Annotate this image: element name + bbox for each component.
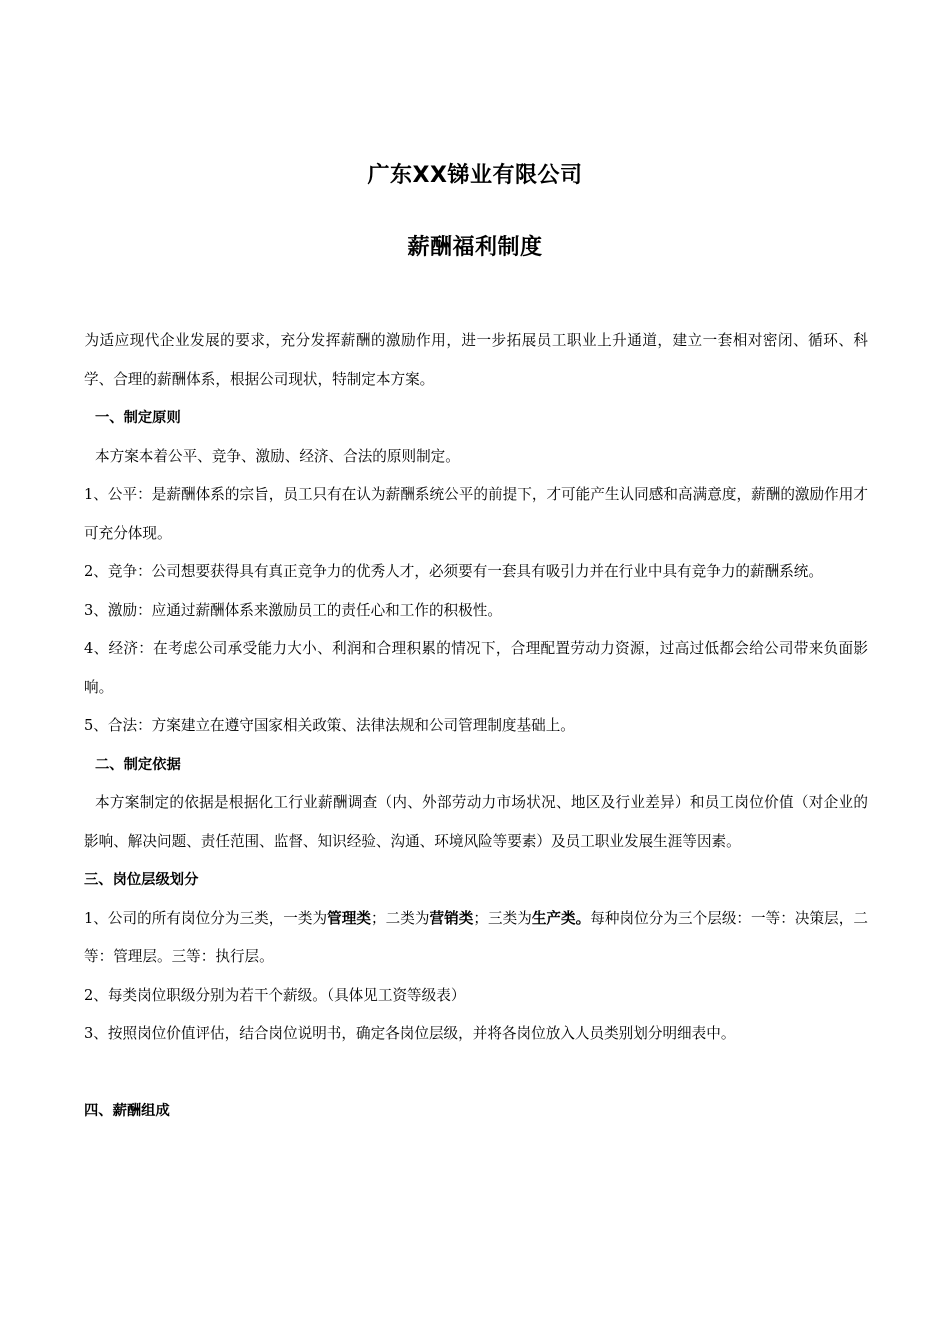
management-category: 管理类 — [327, 909, 372, 927]
section-2-heading: 二、制定依据 — [95, 756, 181, 773]
principle-item-4: 4、经济：在考虑公司承受能力大小、利润和合理积累的情况下，合理配置劳动力资源，过高过低都会给公司带来负面影响。 — [84, 640, 868, 696]
document-title: 薪酬福利制度 — [407, 235, 543, 260]
sales-category: 营销类 — [429, 909, 474, 927]
level-item-1-d: ；三类为 — [473, 909, 532, 927]
document-body — [84, 322, 868, 1130]
principle-item-1: 1、公平：是薪酬体系的宗旨，员工只有在认为薪酬系统公平的前提下，才可能产生认同感和高满意度，薪酬的激励作用才可充分体现。 — [84, 486, 868, 542]
section-1-heading: 一、制定原则 — [95, 410, 181, 426]
section-1-lead: 本方案本着公平、竞争、激励、经济、合法的原则制定。 — [95, 447, 460, 465]
production-category: 生产类。 — [531, 909, 591, 927]
level-item-2: 2、每类岗位职级分别为若干个薪级。（具体见工资等级表） — [84, 986, 466, 1004]
company-title: 广东XX锑业有限公司 — [367, 163, 583, 188]
intro-text: 为适应现代企业发展的要求，充分发挥薪酬的激励作用，进一步拓展员工职业上升通道，建立一套相对密闭、循环、科学、合理的薪酬体系，根据公司现状，特制定本方案。 — [84, 332, 868, 388]
principle-item-5: 5、合法：方案建立在遵守国家相关政策、法律法规和公司管理制度基础上。 — [84, 717, 575, 734]
section-3-heading: 三、岗位层级划分 — [84, 872, 199, 888]
level-item-1-c: ；二类为 — [371, 909, 430, 927]
level-item-3: 3、按照岗位价值评估，结合岗位说明书，确定各岗位层级，并将各岗位放入人员类别划分明细表中。 — [84, 1025, 736, 1042]
level-item-1-a: 1、公司的所有岗位分为三类，一类为 — [84, 909, 328, 927]
principle-item-3: 3、激励：应通过薪酬体系来激励员工的责任心和工作的积极性。 — [84, 601, 502, 619]
section-4-heading: 四、薪酬组成 — [84, 1102, 170, 1119]
intro-paragraph — [84, 322, 868, 399]
level-item-1-e: 每种岗位分为三个层级：一等：决策层，二等：管理层。三等：执行层。 — [84, 909, 868, 965]
section-2-text — [84, 784, 868, 861]
principle-item-2: 2、竞争：公司想要获得具有真正竞争力的优秀人才，必须要有一套具有吸引力并在行业中具有竞争力的薪酬系统。 — [84, 563, 823, 580]
spacer — [84, 1054, 868, 1092]
section-2-text-content: 本方案制定的依据是根据化工行业薪酬调查（内、外部劳动力市场状况、地区及行业差异）和员工岗位价值（对企业的影响、解决问题、责任范围、监督、知识经验、沟通、环境风险等要素）及员工职业发展生涯等因素。 — [84, 794, 868, 850]
level-item-1 — [84, 900, 868, 977]
